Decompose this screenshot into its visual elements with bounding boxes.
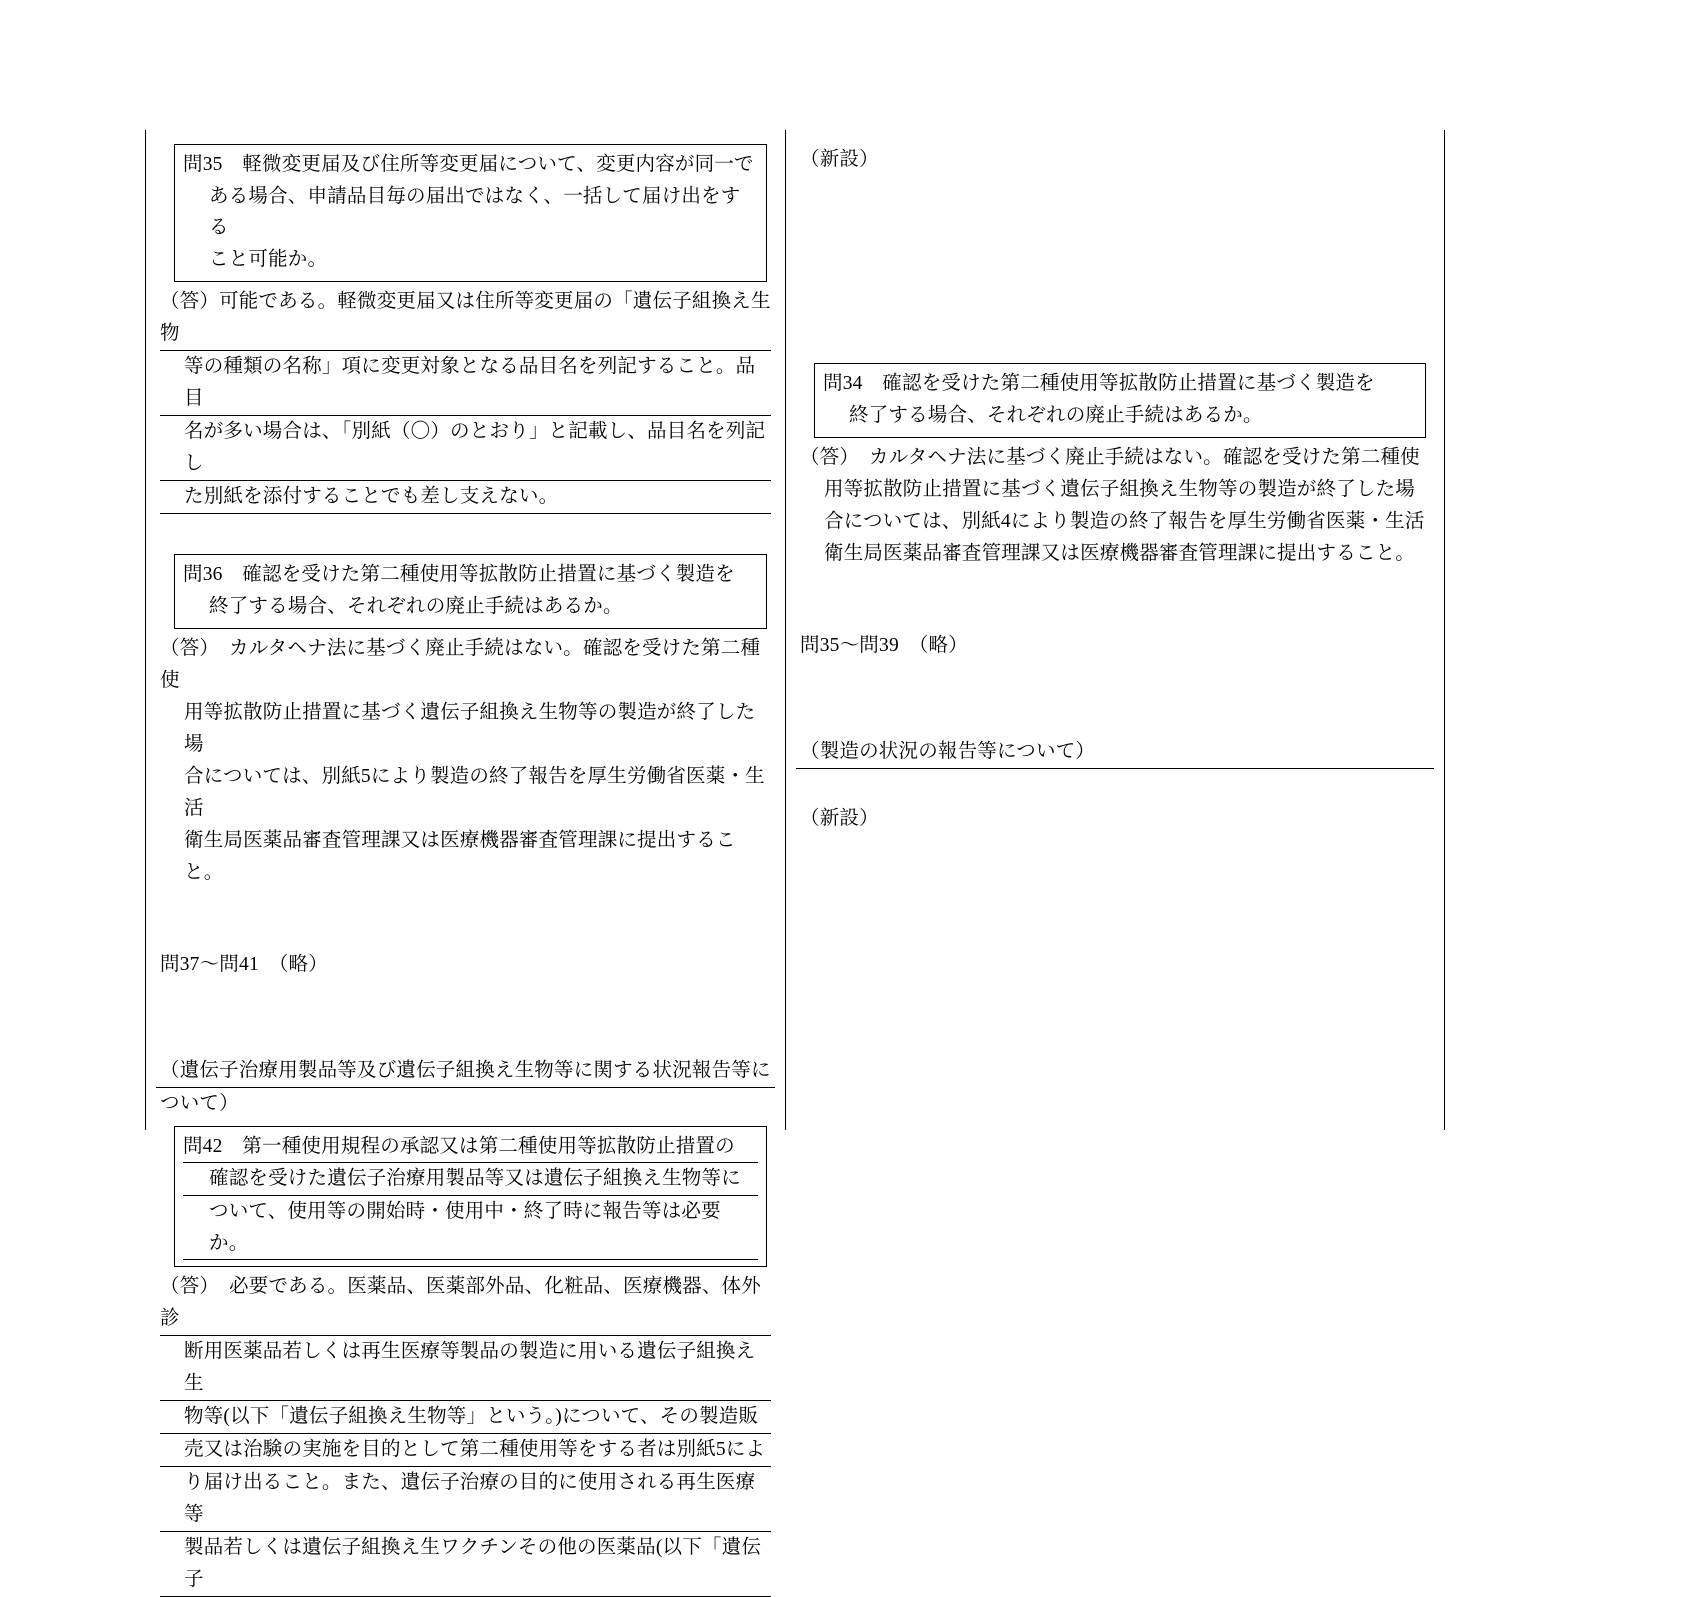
comparison-table (145, 130, 1445, 1590)
answer-42-line-1: （答） 必要である。医薬品、医薬部外品、化粧品、医療機器、体外診 (160, 1271, 771, 1336)
r-spacer-3 (796, 662, 1434, 722)
question-42-line-3: ついて、使用等の開始時・使用中・終了時に報告等は必要か。 (183, 1196, 758, 1260)
answer-42-line-5: り届け出ること。また、遺伝子治療の目的に使用される再生医療等 (160, 1467, 771, 1532)
question-36-line-1: 問36 確認を受けた第二種使用等拡散防止措置に基づく製造を (183, 564, 735, 586)
answer-34-line-3: 合については、別紙4により製造の終了報告を厚生労働省医薬・生活 (824, 511, 1425, 533)
question-42-box (174, 1126, 767, 1267)
question-34-line-1: 問34 確認を受けた第二種使用等拡散防止措置に基づく製造を (823, 372, 1375, 394)
answer-42-line-3: 物等(以下「遺伝子組換え生物等」という。)について、その製造販 (160, 1401, 771, 1434)
question-35-line-3: こと可能か。 (209, 248, 328, 270)
answer-35-line-1: （答）可能である。軽微変更届又は住所等変更届の「遺伝子組換え生物 (160, 286, 771, 351)
answer-36-line-4: 衛生局医薬品審査管理課又は医療機器審査管理課に提出すること。 (184, 830, 736, 884)
answer-34 (796, 442, 1434, 570)
left-column-content (146, 130, 785, 1590)
omitted-range-left: 問37〜問41 （略） (160, 954, 328, 975)
answer-36-line-3: 合については、別紙5により製造の終了報告を厚生労働省医薬・生活 (184, 766, 765, 820)
question-35-box (174, 144, 767, 282)
r-spacer-4 (796, 769, 1434, 803)
right-column-content (786, 130, 1444, 1130)
new-item-2: （新設） (800, 807, 879, 829)
question-34-box (814, 363, 1426, 438)
question-36-box (174, 554, 767, 629)
r-spacer-3b (796, 722, 1434, 736)
table-column-left (146, 130, 786, 1590)
new-item-1: （新設） (800, 149, 879, 170)
answer-42-line-4: 売又は治験の実施を目的として第二種使用等をする者は別紙5によ (160, 1434, 771, 1467)
answer-42 (156, 1271, 775, 1597)
question-42-line-2: 確認を受けた遺伝子治療用製品等又は遺伝子組換え生物等に (183, 1163, 758, 1196)
answer-42-line-6: 製品若しくは遺伝子組換え生ワクチンその他の医薬品(以下「遺伝子 (160, 1532, 771, 1597)
spacer-3 (156, 981, 775, 1041)
question-35-line-2: ある場合、申請品目毎の届出ではなく、一括して届け出をする (209, 185, 741, 239)
answer-36 (156, 633, 775, 889)
spacer-3b (156, 1041, 775, 1055)
answer-35-line-4: た別紙を添付することでも差し支えない。 (160, 481, 771, 514)
r-spacer-2 (796, 570, 1434, 630)
section-head-left-line-2: ついて） (160, 1092, 239, 1114)
section-head-right: （製造の状況の報告等について） (796, 736, 1434, 769)
r-spacer-1d (796, 340, 1434, 357)
answer-34-line-4: 衛生局医薬品審査管理課又は医療機器審査管理課に提出すること。 (824, 543, 1416, 565)
answer-36-line-2: 用等拡散防止措置に基づく遺伝子組換え生物等の製造が終了した場 (184, 702, 756, 756)
table-column-right (786, 130, 1444, 1130)
answer-34-line-2: 用等拡散防止措置に基づく遺伝子組換え生物等の製造が終了した場 (824, 479, 1416, 501)
answer-35-line-2: 等の種類の名称」項に変更対象となる品目名を列記すること。品目 (160, 351, 771, 416)
omitted-range-right: 問35〜問39 （略） (800, 635, 968, 656)
r-spacer-1c (796, 288, 1434, 340)
r-spacer-1b (796, 228, 1434, 288)
answer-34-line-1: （答） カルタヘナ法に基づく廃止手続はない。確認を受けた第二種使 (800, 447, 1420, 469)
spacer-1 (156, 514, 775, 548)
r-spacer-1 (796, 176, 1434, 228)
question-36-line-2: 終了する場合、それぞれの廃止手続はあるか。 (209, 595, 623, 617)
answer-42-line-2: 断用医薬品若しくは再生医療等製品の製造に用いる遺伝子組換え生 (160, 1336, 771, 1401)
answer-35-line-3: 名が多い場合は、「別紙（〇）のとおり」と記載し、品目名を列記し (160, 416, 771, 481)
section-head-left-line-1: （遺伝子治療用製品等及び遺伝子組換え生物等に関する状況報告等に (156, 1055, 775, 1088)
question-42-line-1: 問42 第一種使用規程の承認又は第二種使用等拡散防止措置の (183, 1131, 758, 1164)
spacer-2 (156, 889, 775, 949)
question-34-line-2: 終了する場合、それぞれの廃止手続はあるか。 (849, 404, 1263, 426)
question-35-line-1: 問35 軽微変更届及び住所等変更届について、変更内容が同一で (183, 154, 754, 175)
answer-35 (156, 286, 775, 514)
answer-36-line-1: （答） カルタヘナ法に基づく廃止手続はない。確認を受けた第二種使 (160, 638, 761, 692)
